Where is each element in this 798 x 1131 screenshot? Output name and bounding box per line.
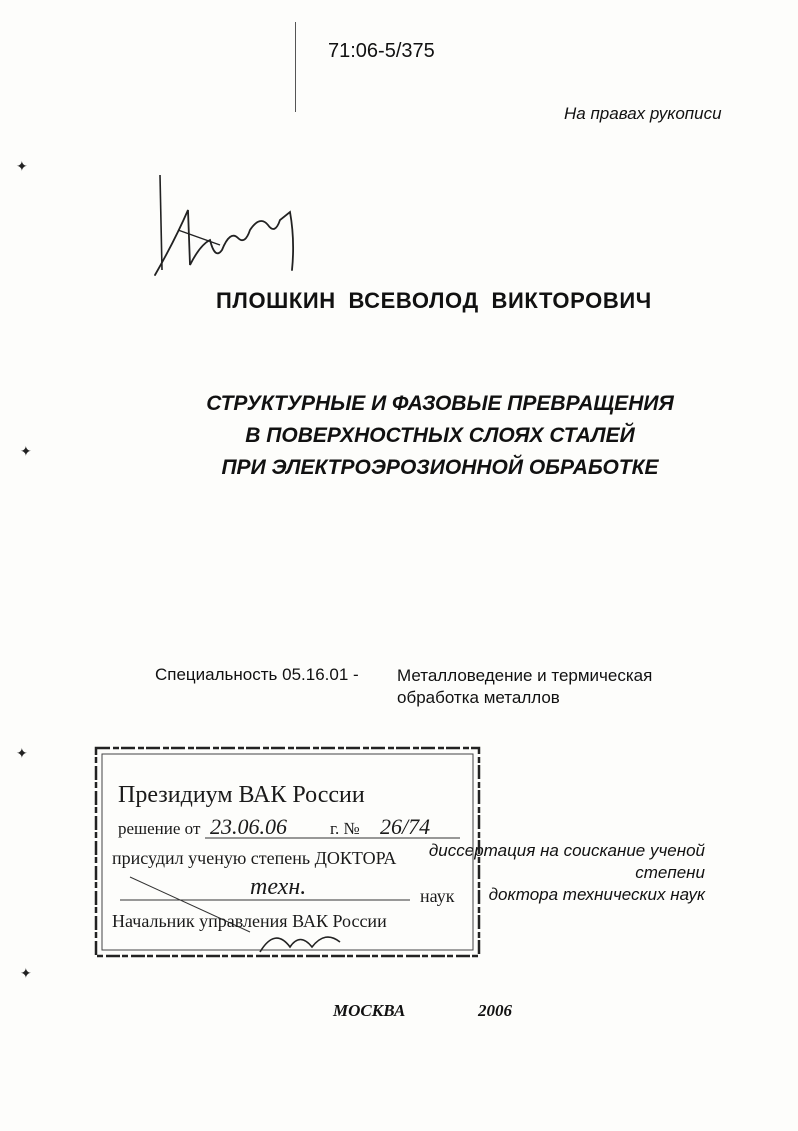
stamp-line: наук	[420, 886, 455, 906]
title-line: ПРИ ЭЛЕКТРОЭРОЗИОННОЙ ОБРАБОТКЕ	[221, 456, 659, 479]
specialty-value	[397, 665, 697, 709]
stamp-line: Президиум ВАК России	[118, 782, 365, 808]
specialty-value-line: Металловедение и термическая	[397, 666, 653, 685]
stamp-date: 23.06.06	[210, 814, 287, 839]
degree-note-line: доктора технических наук	[488, 885, 705, 904]
stamp-number: 26/74	[380, 814, 431, 839]
specialty-value-line: обработка металлов	[397, 688, 560, 707]
dissertation-title	[170, 388, 710, 484]
reference-number: 71:06-5/375	[328, 40, 435, 62]
specialty-label: Специальность 05.16.01 -	[155, 665, 359, 684]
year: 2006	[478, 1001, 512, 1020]
rights-note: На правах рукописи	[564, 104, 722, 123]
stamp-line: г. №	[330, 819, 360, 838]
title-line: В ПОВЕРХНОСТНЫХ СЛОЯХ СТАЛЕЙ	[245, 424, 635, 447]
stamp-field: техн.	[250, 874, 307, 900]
vak-stamp	[90, 742, 485, 962]
degree-note-line: диссертация на соискание ученой степени	[428, 841, 705, 882]
binder-hole-icon: ✦	[16, 158, 28, 174]
author-signature-icon	[150, 170, 310, 285]
margin-line	[295, 22, 296, 112]
stamp-line: Начальник управления ВАК России	[112, 911, 387, 931]
author-name: ПЛОШКИН ВСЕВОЛОД ВИКТОРОВИЧ	[216, 288, 652, 313]
stamp-line: решение от	[118, 819, 201, 838]
binder-hole-icon: ✦	[20, 443, 32, 459]
binder-hole-icon: ✦	[16, 745, 28, 761]
title-line: СТРУКТУРНЫЕ И ФАЗОВЫЕ ПРЕВРАЩЕНИЯ	[206, 392, 674, 415]
stamp-line: присудил ученую степень ДОКТОРА	[112, 848, 397, 868]
binder-hole-icon: ✦	[20, 965, 32, 981]
city: МОСКВА	[333, 1001, 406, 1020]
